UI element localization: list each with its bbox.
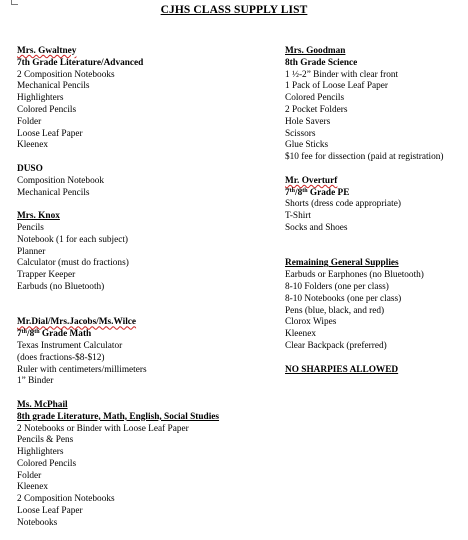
supply-item: Clear Backpack (preferred) (285, 340, 387, 351)
supply-item: Earbuds (no Bluetooth) (17, 281, 105, 292)
section-gwaltney (17, 46, 279, 152)
supply-item: Composition Notebook (17, 175, 105, 186)
supply-item: Shorts (dress code appropriate) (285, 199, 401, 210)
supply-item: $10 fee for dissection (paid at registration) (285, 152, 444, 163)
supply-item: Colored Pencils (17, 104, 77, 115)
supply-item: Earbuds or Earphones (no Bluetooth) (285, 270, 424, 281)
teacher-name: Mrs. Goodman (285, 46, 346, 56)
section-goodman (285, 46, 465, 164)
supply-item: 8-10 Folders (one per class) (285, 281, 389, 292)
supply-item: Socks and Shoes (285, 222, 348, 233)
teacher-name: DUSO (17, 163, 43, 174)
supply-item: Kleenex (285, 329, 316, 340)
section-math (17, 317, 279, 388)
supply-item: Folder (17, 470, 42, 481)
course-title: 7th Grade Literature/Advanced (17, 57, 144, 68)
document-title: CJHS CLASS SUPPLY LIST (160, 4, 308, 16)
supply-item: Glue Sticks (285, 140, 329, 151)
teacher-name: Mr. Overturf (285, 175, 338, 186)
section-mcphail (17, 400, 279, 530)
supply-item: 2 Notebooks or Binder with Loose Leaf Paper (17, 423, 189, 434)
section-knox (17, 211, 279, 294)
teacher-name: Mrs. Gwaltney (17, 46, 77, 56)
supply-item: Calculator (must do fractions) (17, 258, 129, 269)
supply-item: Hole Savers (285, 116, 331, 127)
supply-item: Colored Pencils (17, 458, 77, 469)
supply-item: Clorox Wipes (285, 317, 337, 328)
course-title: 7th/8th Grade PE (285, 187, 350, 198)
no-sharpies-notice: NO SHARPIES ALLOWED (285, 364, 399, 375)
supply-item: Colored Pencils (285, 93, 345, 104)
teacher-name: Mr.Dial/Mrs.Jacobs/Ms.Wilce (17, 317, 137, 328)
supply-item: 1 Pack of Loose Leaf Paper (285, 81, 389, 92)
supply-item: Trapper Keeper (17, 270, 76, 281)
supply-item: 1 ½-2” Binder with clear front (285, 69, 399, 80)
section-general-supplies (285, 258, 465, 352)
teacher-name: Ms. McPhail (17, 399, 68, 410)
supply-item: 2 Composition Notebooks (17, 494, 115, 505)
supply-item: Pencils & Pens (17, 435, 74, 446)
supply-item: Notebooks (17, 517, 58, 528)
right-column (285, 46, 465, 376)
supply-item: Mechanical Pencils (17, 81, 90, 92)
supply-item: Loose Leaf Paper (17, 128, 83, 139)
supply-item: Pens (blue, black, and red) (285, 305, 385, 316)
supply-item: Folder (17, 116, 42, 127)
supply-item: Scissors (285, 128, 316, 139)
supply-item: 8-10 Notebooks (one per class) (285, 293, 402, 304)
supply-item: Kleenex (17, 482, 48, 493)
course-title: 7th/8th Grade Math (17, 329, 92, 340)
supply-item: Planner (17, 246, 46, 257)
section-overturf (285, 176, 465, 235)
left-column (17, 46, 279, 530)
supply-item: T-Shirt (285, 211, 312, 222)
course-title: 8th grade Literature, Math, English, Social Studies (17, 411, 220, 422)
supply-item: 1” Binder (17, 376, 54, 387)
supply-item: 2 Pocket Folders (285, 104, 348, 115)
supply-item: Mechanical Pencils (17, 187, 90, 198)
supply-item: Kleenex (17, 140, 48, 151)
supply-item: Loose Leaf Paper (17, 506, 83, 517)
supply-item: Ruler with centimeters/millimeters (17, 364, 147, 375)
supply-item: Highlighters (17, 93, 64, 104)
section-heading: Remaining General Supplies (285, 258, 399, 269)
supply-item: (does fractions-$8-$12) (17, 352, 105, 363)
supply-item: Pencils (17, 222, 44, 233)
teacher-name: Mrs. Knox (17, 211, 60, 222)
section-duso (17, 164, 279, 199)
supply-item: 2 Composition Notebooks (17, 69, 115, 80)
supply-item: Notebook (1 for each subject) (17, 234, 129, 245)
supply-item: Highlighters (17, 447, 64, 458)
supply-item: Texas Instrument Calculator (17, 340, 123, 351)
course-title: 8th Grade Science (285, 57, 358, 68)
